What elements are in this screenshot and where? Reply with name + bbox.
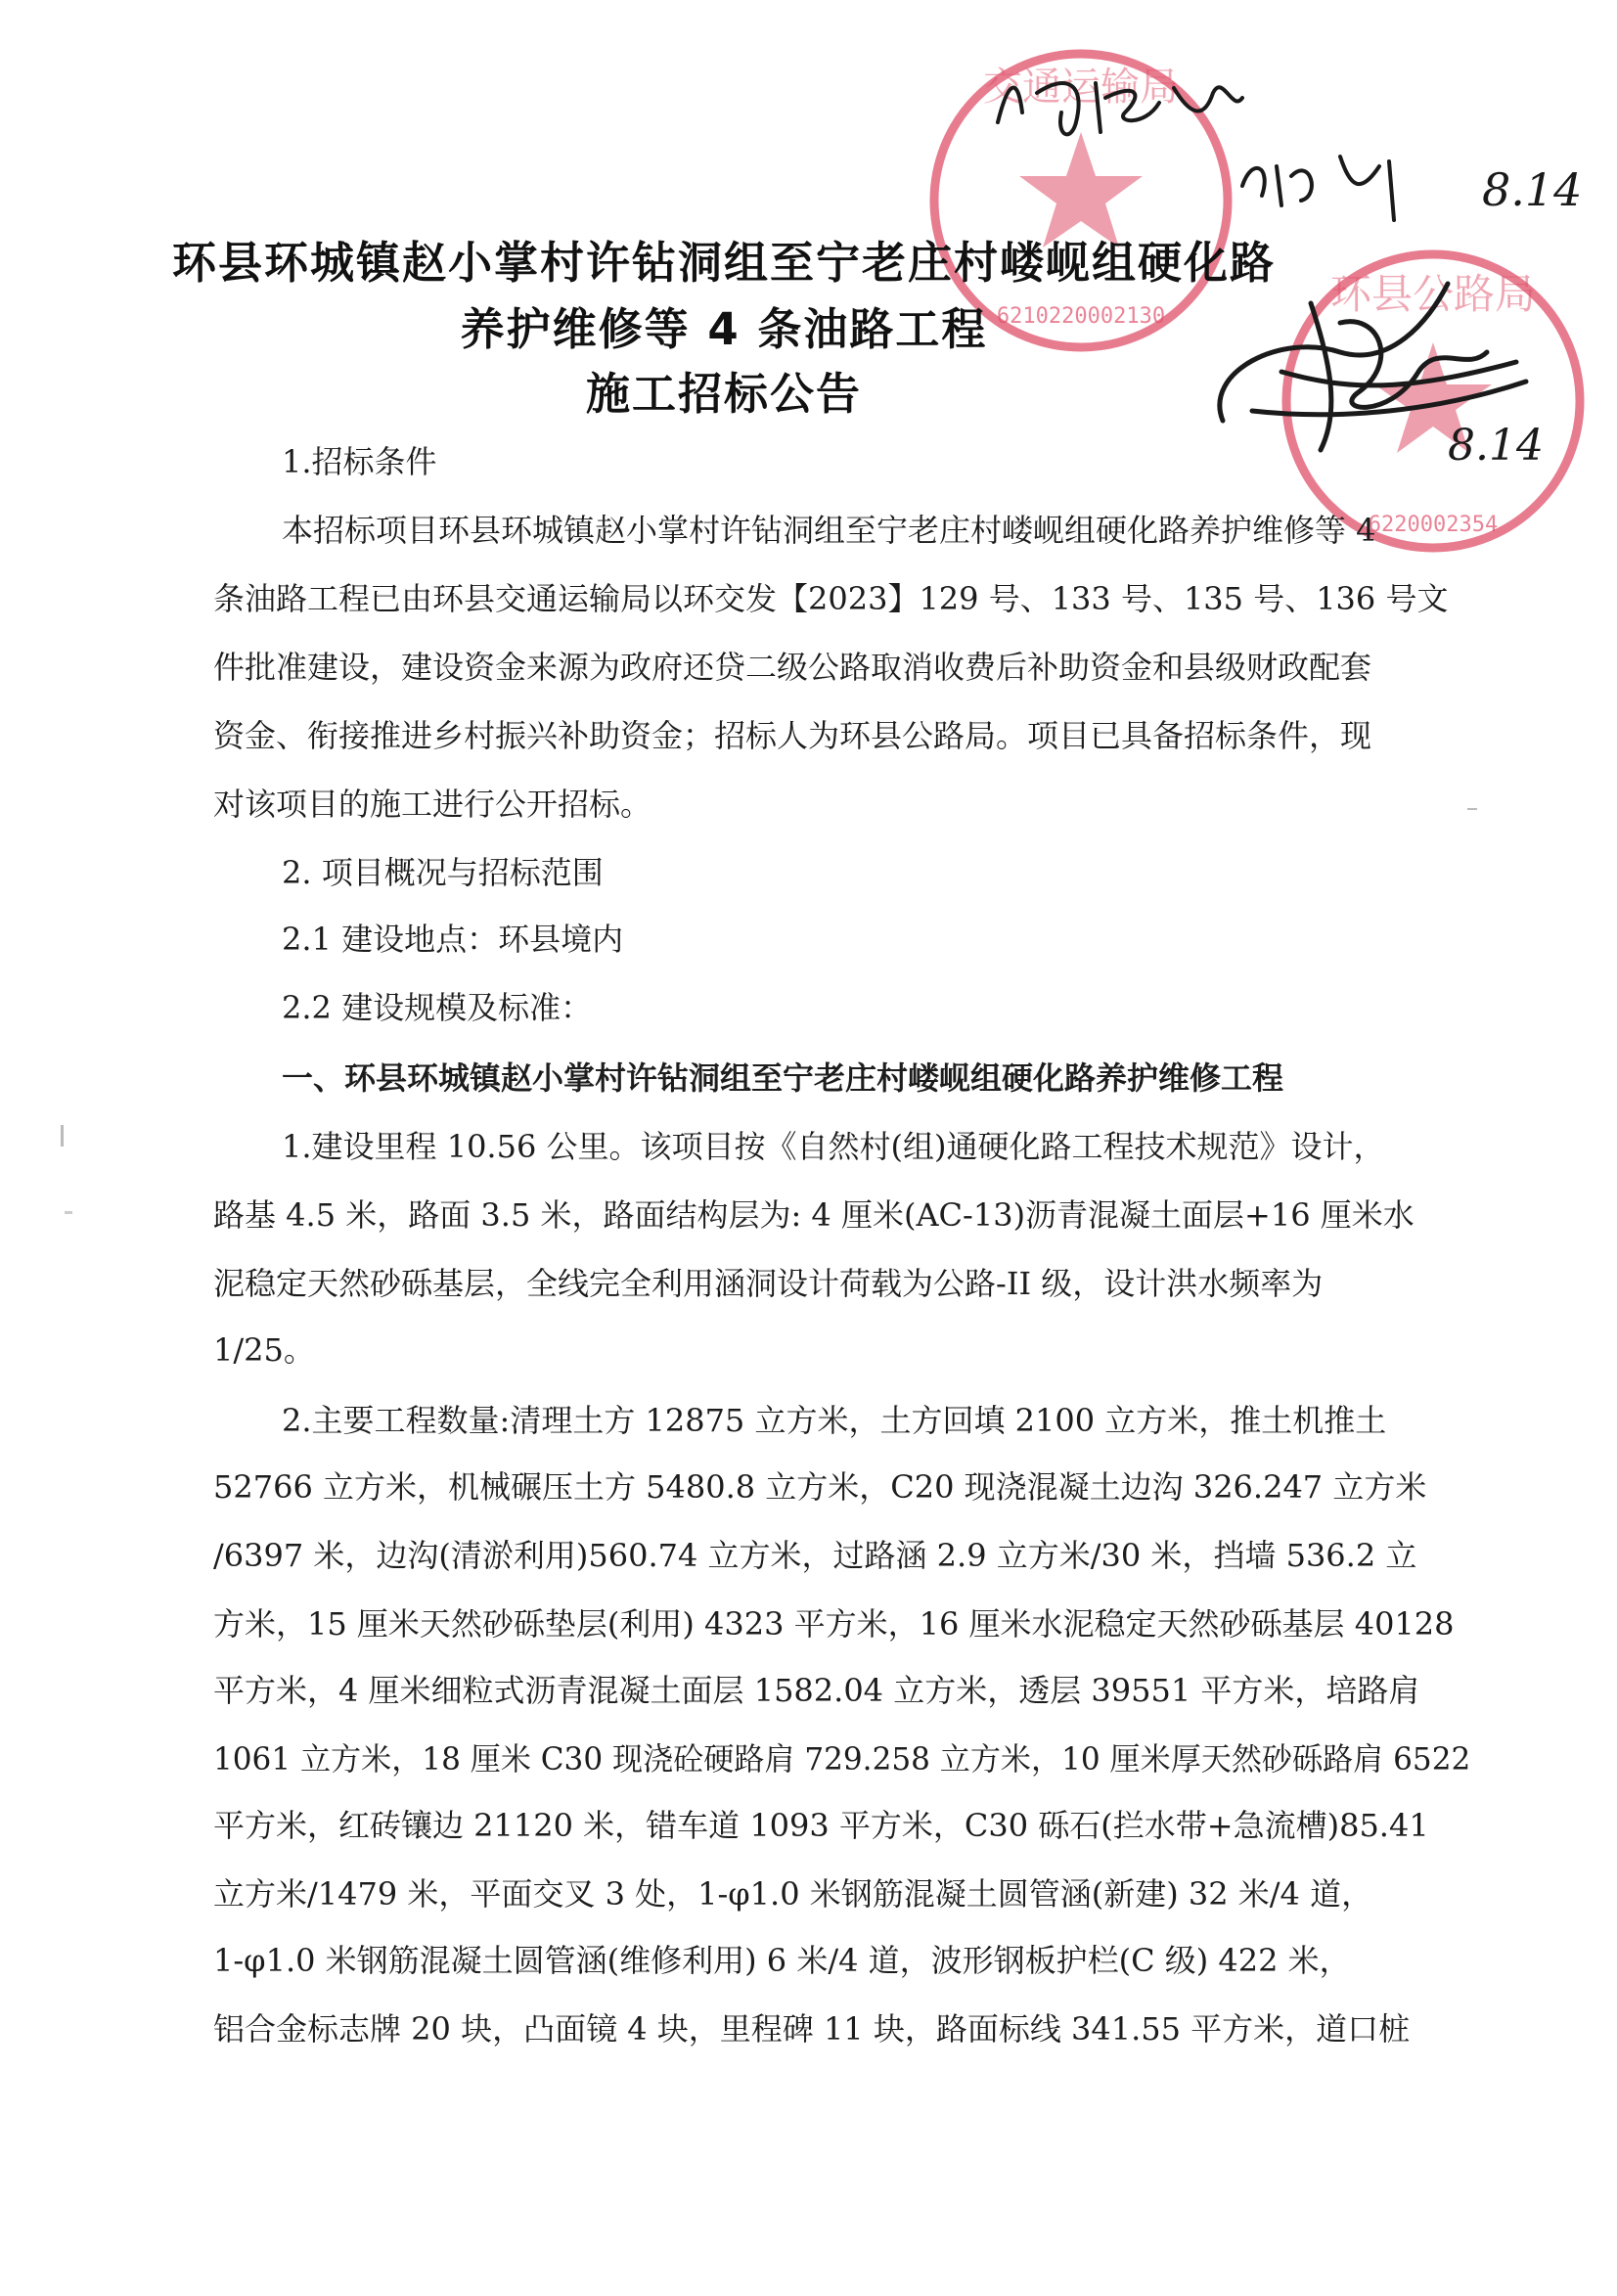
- title-line-2: 养护维修等 4 条油路工程: [460, 303, 988, 355]
- para2-line-6: 1061 立方米，18 厘米 C30 现浇砼硬路肩 729.258 立方米，10 厘米厚天然砂砾路肩 6522: [213, 1740, 1471, 1778]
- para2-line-8: 立方米/1479 米，平面交叉 3 处，1-φ1.0 米钢筋混凝土圆管涵(新建) 32 米/4 道，: [213, 1875, 1373, 1913]
- title-line-3: 施工招标公告: [586, 368, 863, 420]
- section1-line-1: 本招标项目环县环城镇赵小掌村许钻洞组至宁老庄村嵝岘组硬化路养护维修等 4: [282, 512, 1376, 549]
- para2-line-3: /6397 米，边沟(清淤利用)560.74 立方米，过路涵 2.9 立方米/30 米，挡墙 536.2 立: [213, 1537, 1417, 1574]
- scan-speck: [65, 1211, 72, 1214]
- scan-speck: [61, 1125, 64, 1147]
- svg-text:8.14: 8.14: [1448, 421, 1544, 471]
- svg-text:8.14: 8.14: [1482, 163, 1583, 216]
- svg-text:环县公路局: 环县公路局: [1329, 270, 1537, 318]
- section2-scale-heading: 2.2 建设规模及标准：: [282, 989, 593, 1026]
- section2-location: 2.1 建设地点：环县境内: [282, 921, 624, 958]
- svg-text:交通运输局: 交通运输局: [983, 65, 1179, 110]
- svg-text:6220002354: 6220002354: [1368, 513, 1499, 537]
- para2-line-4: 方米，15 厘米天然砂砾垫层(利用) 4323 平方米，16 厘米水泥稳定天然砂砾基层 40128: [213, 1605, 1455, 1643]
- svg-text:6210220002130: 6210220002130: [996, 304, 1166, 329]
- para1-line-1: 1.建设里程 10.56 公里。该项目按《自然村(组)通硬化路工程技术规范》设计，: [282, 1128, 1385, 1165]
- title-line-1: 环县环城镇赵小掌村许钻洞组至宁老庄村嵝岘组硬化路: [172, 237, 1277, 289]
- para2-line-7: 平方米，红砖镶边 21120 米，错车道 1093 平方米，C30 砾石(拦水带+急流槽)85.41: [213, 1807, 1429, 1844]
- section1-heading: 1.招标条件: [282, 443, 437, 480]
- para1-line-3: 泥稳定天然砂砾基层，全线完全利用涵洞设计荷载为公路-II 级，设计洪水频率为: [213, 1265, 1324, 1302]
- handwritten-signature-middle: [1233, 137, 1604, 235]
- para2-line-1: 2.主要工程数量:清理土方 12875 立方米，土方回填 2100 立方米，推土机推土: [282, 1402, 1387, 1439]
- para2-line-9: 1-φ1.0 米钢筋混凝土圆管涵(维修利用) 6 米/4 道，波形钢板护栏(C 级) 422 米，: [213, 1942, 1351, 1979]
- section1-line-3: 件批准建设，建设资金来源为政府还贷二级公路取消收费后补助资金和县级财政配套: [213, 649, 1372, 686]
- para2-line-5: 平方米，4 厘米细粒式沥青混凝土面层 1582.04 立方米，透层 39551 平方米，培路肩: [213, 1672, 1420, 1709]
- section1-line-5: 对该项目的施工进行公开招标。: [213, 786, 652, 823]
- handwritten-signature-top: [978, 54, 1272, 161]
- para2-line-10: 铝合金标志牌 20 块，凸面镜 4 块，里程碑 11 块，路面标线 341.55 平方米，道口桩: [213, 2010, 1411, 2048]
- para1-line-4: 1/25。: [213, 1331, 315, 1369]
- para1-line-2: 路基 4.5 米，路面 3.5 米，路面结构层为: 4 厘米(AC-13)沥青混凝土面层+16 厘米水: [213, 1196, 1415, 1234]
- scan-speck: [1467, 808, 1477, 810]
- section2-heading: 2. 项目概况与招标范围: [282, 854, 604, 891]
- section2-sub-heading: 一、环县环城镇赵小掌村许钻洞组至宁老庄村嵝岘组硬化路养护维修工程: [282, 1059, 1284, 1097]
- section1-line-4: 资金、衔接推进乡村振兴补助资金；招标人为环县公路局。项目已具备招标条件，现: [213, 717, 1372, 754]
- para2-line-2: 52766 立方米，机械碾压土方 5480.8 立方米，C20 现浇混凝土边沟 326.247 立方米: [213, 1468, 1427, 1506]
- section1-line-2: 条油路工程已由环县交通运输局以环交发【2023】129 号、133 号、135 号、136 号文: [213, 580, 1449, 617]
